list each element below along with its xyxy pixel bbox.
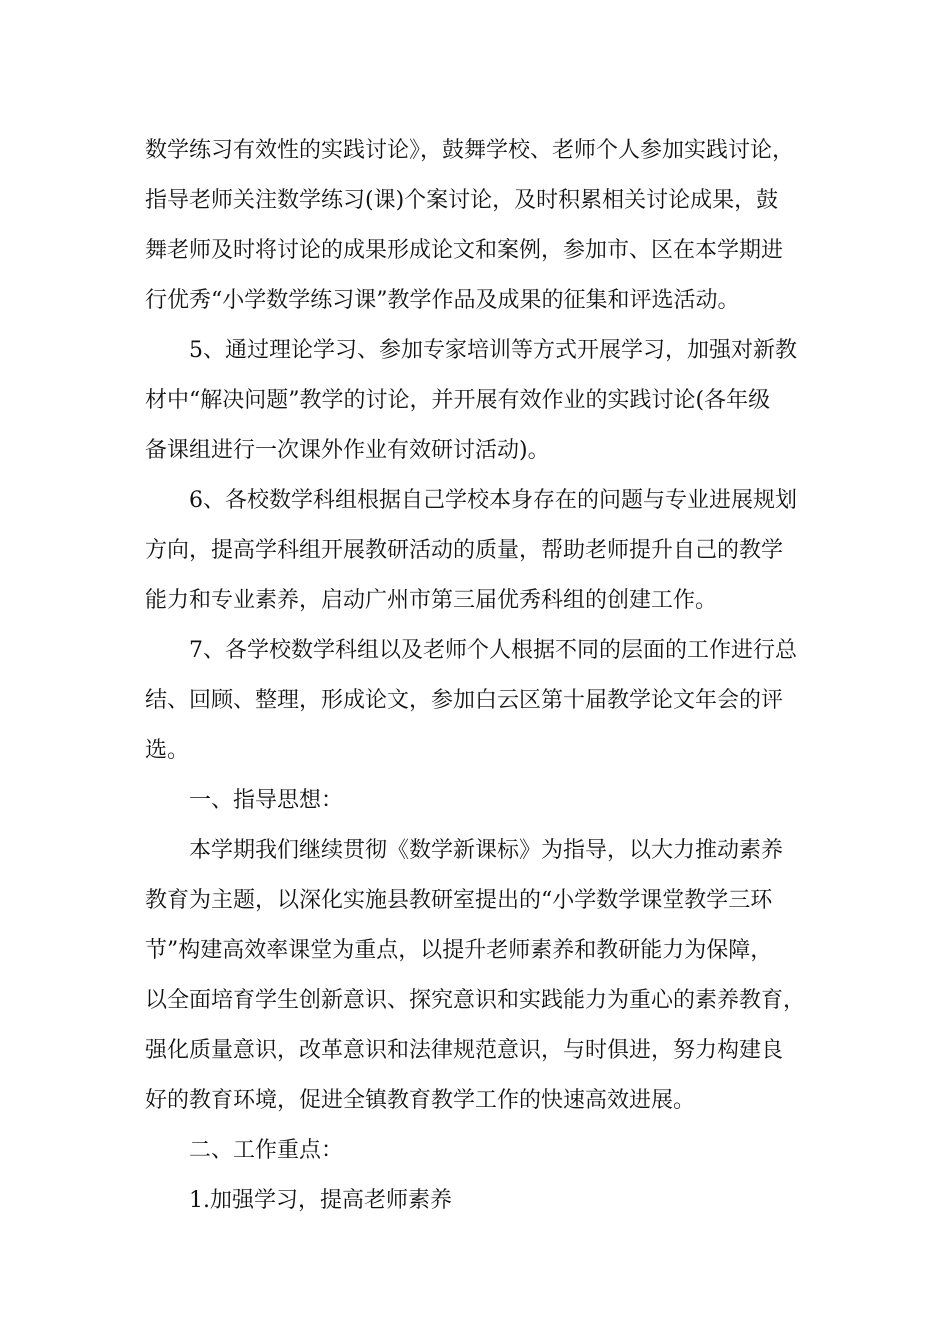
text-line: 强化质量意识，改革意识和法律规范意识，与时俱进，努力构建良 [145, 1038, 784, 1063]
text-line: 节”构建高效率课堂为重点，以提升老师素养和教研能力为保障， [145, 938, 773, 963]
text-line: 备课组进行一次课外作业有效研讨活动)。 [145, 438, 550, 463]
text-line: 能力和专业素养，启动广州市第三届优秀科组的创建工作。 [145, 588, 718, 613]
text-line: 以全面培育学生创新意识、探究意识和实践能力为重心的素养教育， [145, 988, 806, 1013]
text-line: 6、各校数学科组根据自己学校本身存在的问题与专业进展规划 [189, 488, 797, 513]
text-line: 指导老师关注数学练习(课)个案讨论，及时积累相关讨论成果，鼓 [145, 188, 779, 213]
text-line: 教育为主题，以深化实施县教研室提出的“小学数学课堂教学三环 [145, 888, 773, 913]
text-line: 5、通过理论学习、参加专家培训等方式开展学习，加强对新教 [189, 338, 797, 363]
heading-line: 1.加强学习，提高老师素养 [189, 1188, 452, 1213]
heading-line: 二、工作重点： [189, 1138, 344, 1163]
text-line: 方向，提高学科组开展教研活动的质量，帮助老师提升自己的教学 [145, 538, 784, 563]
text-line: 数学练习有效性的实践讨论》，鼓舞学校、老师个人参加实践讨论， [145, 138, 795, 163]
heading-line: 一、指导思想： [189, 788, 344, 813]
text-line: 材中“解决问题”教学的讨论，并开展有效作业的实践讨论(各年级 [145, 388, 771, 413]
text-line: 本学期我们继续贯彻《数学新课标》为指导，以大力推动素养 [189, 838, 784, 863]
text-line: 舞老师及时将讨论的成果形成论文和案例，参加市、区在本学期进 [145, 238, 784, 263]
text-line: 7、各学校数学科组以及老师个人根据不同的层面的工作进行总 [189, 638, 797, 663]
text-line: 结、回顾、整理，形成论文，参加白云区第十届教学论文年会的评 [145, 688, 784, 713]
text-line: 好的教育环境，促进全镇教育教学工作的快速高效进展。 [145, 1088, 696, 1113]
text-line: 行优秀“小学数学练习课”教学作品及成果的征集和评选活动。 [145, 288, 740, 313]
text-line: 选。 [145, 738, 190, 763]
